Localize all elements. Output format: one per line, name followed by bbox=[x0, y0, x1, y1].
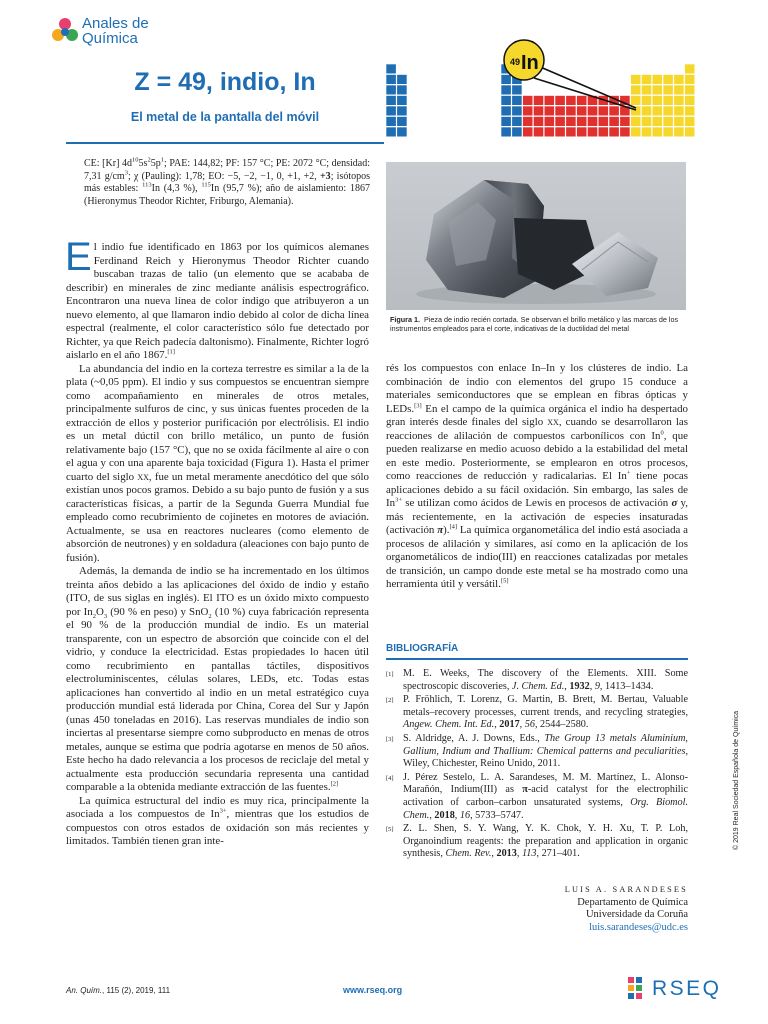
periodic-table-cell bbox=[501, 106, 511, 116]
periodic-table-cell bbox=[609, 117, 619, 127]
reference-item: [5] Z. L. Shen, S. Y. Wang, Y. K. Chok, Y. H. Xu, T. P. Loh, Organoindium reagents: the preparation and application in organic synthesis, Chem. Rev., 2013, 113, 271–401. bbox=[386, 823, 688, 860]
periodic-table-cell bbox=[663, 117, 673, 127]
periodic-table-cell bbox=[620, 127, 630, 137]
periodic-table-cell bbox=[512, 106, 522, 116]
periodic-table-cell bbox=[685, 85, 695, 95]
figure-label: Figura 1. bbox=[390, 315, 420, 324]
periodic-table-cell bbox=[533, 117, 543, 127]
logo-line2: Química bbox=[82, 30, 138, 47]
periodic-table-cell bbox=[533, 106, 543, 116]
periodic-table-cell bbox=[386, 96, 396, 106]
periodic-table-cell bbox=[512, 96, 522, 106]
reference-item: [4] J. Pérez Sestelo, L. A. Sarandeses, M. M. Martínez, L. Alonso-Marañón, Indium(III) as π-acid catalyst for the electrophilic activation of carbon–carbon unsaturated systems, Org. Biomol. Chem., 2018, 16, 5733–5747. bbox=[386, 771, 689, 821]
periodic-table-cell bbox=[641, 75, 651, 85]
periodic-table-cell bbox=[555, 106, 565, 116]
periodic-table-cell bbox=[620, 117, 630, 127]
paragraph: La química estructural del indio es muy rica, principalmente la asociada a los compuestos de $In^{3+}$, mientras que los estudios de compuestos con otros estados de oxidación son más recientes y limitados. También tienen gran inte- bbox=[66, 794, 369, 847]
periodic-table-cell bbox=[555, 96, 565, 106]
bibliography-list bbox=[386, 668, 688, 862]
periodic-table-cell bbox=[523, 117, 533, 127]
periodic-table-cell bbox=[523, 106, 533, 116]
periodic-table-cell bbox=[685, 127, 695, 137]
periodic-table-cell bbox=[523, 96, 533, 106]
periodic-table-cell bbox=[501, 75, 511, 85]
periodic-table-cell bbox=[641, 106, 651, 116]
periodic-table-cell bbox=[652, 75, 662, 85]
periodic-table-cell bbox=[577, 117, 587, 127]
page-title: Z = 49, indio, In bbox=[134, 68, 316, 96]
periodic-table-cell bbox=[631, 127, 641, 137]
periodic-table-cell bbox=[501, 117, 511, 127]
periodic-table-cell bbox=[598, 106, 608, 116]
periodic-table-cell bbox=[685, 106, 695, 116]
paragraph: l indio fue identificado en 1863 por los químicos alemanes Ferdinand Reich y Hieronymus Theodor Richter cuando buscaban trazas de talio (un elemento que se acababa de describir) en minerales de zinc mediante análisis espectrográfico. Encontraron una nueva línea de color índigo que atribuyeron a un nuevo elemento, al que llamaron indio debido al color de dicha línea espectral (realmente, el color característico sólo fue detectado por Richter, ya que Reich padecía daltonismo). Finalmente, Richter logró aislarlo en el año 1867.[1] bbox=[66, 241, 369, 361]
periodic-table-cell bbox=[674, 127, 684, 137]
author-email-link[interactable]: luis.sarandeses@udc.es bbox=[589, 921, 688, 933]
periodic-table-cell bbox=[674, 85, 684, 95]
periodic-table-cell bbox=[544, 127, 554, 137]
periodic-table-cell bbox=[587, 117, 597, 127]
element-badge-symbol: In bbox=[521, 52, 539, 74]
periodic-table-cell bbox=[397, 75, 407, 85]
bibliography-divider bbox=[386, 658, 688, 660]
body-column-right bbox=[386, 362, 688, 592]
periodic-table-cell bbox=[674, 96, 684, 106]
periodic-table-cell bbox=[397, 96, 407, 106]
periodic-table-cell bbox=[386, 85, 396, 95]
page-subtitle: El metal de la pantalla del móvil bbox=[130, 110, 320, 124]
periodic-table-cell bbox=[577, 96, 587, 106]
periodic-table-cell bbox=[663, 96, 673, 106]
periodic-table-cell bbox=[685, 75, 695, 85]
periodic-table-cell bbox=[533, 127, 543, 137]
footer-url-link[interactable]: www.rseq.org bbox=[343, 985, 403, 995]
periodic-table-cell bbox=[501, 85, 511, 95]
journal-logo-icon bbox=[50, 16, 80, 46]
periodic-table-cell bbox=[652, 127, 662, 137]
drop-cap: E bbox=[65, 235, 92, 279]
periodic-table-cell bbox=[652, 96, 662, 106]
periodic-table-cell bbox=[386, 127, 396, 137]
figure-caption bbox=[390, 315, 690, 333]
periodic-table-cell bbox=[566, 96, 576, 106]
periodic-table-cell bbox=[631, 75, 641, 85]
periodic-table-cell bbox=[397, 117, 407, 127]
periodic-table-cell bbox=[512, 127, 522, 137]
indium-piece-image bbox=[386, 162, 686, 310]
periodic-table-cell bbox=[512, 117, 522, 127]
figure-1-photo bbox=[386, 162, 686, 310]
element-badge-number: 49 bbox=[510, 57, 521, 67]
periodic-table-cells bbox=[386, 64, 695, 137]
periodic-table-cell bbox=[566, 106, 576, 116]
footer-citation: An. Quím., 115 (2), 2019, 111 bbox=[66, 986, 171, 995]
periodic-table-cell bbox=[674, 106, 684, 116]
periodic-table-cell bbox=[501, 96, 511, 106]
figure-caption-text: Pieza de indio recién cortada. Se observan el brillo metálico y las marcas de los instrumentos empleados para el corte, indicativas de la ductilidad del metal bbox=[390, 315, 679, 333]
journal-logo[interactable] bbox=[50, 14, 170, 50]
periodic-table-cell bbox=[555, 117, 565, 127]
periodic-table-cell bbox=[663, 75, 673, 85]
periodic-table-cell bbox=[609, 106, 619, 116]
element-data-box: CE: [Kr] $4d^{10}5s^25p^1$; PAE: 144,82; PF: 157 °C; PE: 2072 °C; densidad: 7,31 $g/cm^3$; χ (Pauling): 1,78; EO: −5, −2, −1, 0, +1, +2, +3; isótopos más estables: $^{113}$In (4,3 %), $^{115}$In (95,7 %); año de aislamiento: 1867 (Hieronymus Theodor Richter, Friburgo, Alemania). bbox=[84, 156, 371, 207]
periodic-table-cell bbox=[641, 96, 651, 106]
periodic-table-cell bbox=[663, 85, 673, 95]
periodic-table-cell bbox=[663, 127, 673, 137]
periodic-table-cell bbox=[631, 117, 641, 127]
periodic-table-cell bbox=[544, 106, 554, 116]
title-divider bbox=[66, 142, 384, 144]
periodic-table-cell bbox=[566, 127, 576, 137]
author-name: LUIS A. SARANDESES bbox=[564, 885, 688, 894]
reference-item: [2] P. Fröhlich, T. Lorenz, G. Martin, B. Brett, M. Bertau, Valuable metals–recovery processes, current trends, and recycling strategies, Angew. Chem. Int. Ed., 2017, 56, 2544–2580. bbox=[386, 694, 688, 731]
periodic-table-cell bbox=[685, 96, 695, 106]
author-department: Departamento de Química bbox=[577, 896, 688, 908]
periodic-table-cell bbox=[386, 64, 396, 74]
periodic-table-cell bbox=[652, 85, 662, 95]
periodic-table-cell bbox=[386, 117, 396, 127]
periodic-table-cell bbox=[685, 64, 695, 74]
paragraph: rés los compuestos con enlace In–In y los clústeres de indio. La combinación de indio con elementos del grupo 15 conduce a materiales semiconductores que se emplean en fibras ópticas y LEDs.[3] En el campo de la química orgánica el indio ha despertado gran interés desde finales del siglo xx, cuando se desarrollaron las reacciones de alilación de compuestos carbonílicos con In$^0$, que pueden realizarse en medio acuoso debido a la estabilidad del metal en este medio. Posteriormente, se emplearon en otros procesos, como reacciones de reducción y radicalarias. El In+ tiene pocas aplicaciones debido a su fácil oxidación. Sin embargo, las sales de $In^{3+}$ se utilizan como ácidos de Lewis en procesos de activación σ y, más recientemente, en la activación de especies insaturadas (activación π).[4] La química organometálica del indio está asociada a procesos de alilación y similares, así como en la aplicación de los organometálicos de indio(III) en reacciones catalizadas por metales de transición, un campo donde este metal se ha mostrado como una herramienta útil y versátil.[5] bbox=[386, 362, 688, 590]
periodic-table-cell bbox=[566, 117, 576, 127]
rseq-logo-text: RSEQ bbox=[652, 977, 722, 1000]
periodic-table-cell bbox=[587, 127, 597, 137]
periodic-table-cell bbox=[663, 106, 673, 116]
author-block bbox=[480, 884, 688, 934]
periodic-table-cell bbox=[577, 127, 587, 137]
periodic-table-cell bbox=[397, 85, 407, 95]
logo-line1: Anales de bbox=[82, 15, 149, 32]
bibliography-heading: BIBLIOGRAFÍA bbox=[386, 643, 459, 654]
periodic-table-cell bbox=[533, 96, 543, 106]
periodic-table-cell bbox=[577, 106, 587, 116]
periodic-table-cell bbox=[544, 117, 554, 127]
reference-item: [1] M. E. Weeks, The discovery of the Elements. XIII. Some spectroscopic discoveries, J. Chem. Ed., 1932, 9, 1413–1434. bbox=[386, 668, 688, 692]
periodic-table-cell bbox=[598, 117, 608, 127]
periodic-table-cell bbox=[674, 117, 684, 127]
periodic-table-cell bbox=[631, 96, 641, 106]
periodic-table-cell bbox=[631, 85, 641, 95]
periodic-table-cell bbox=[386, 106, 396, 116]
periodic-table-cell bbox=[641, 85, 651, 95]
side-copyright: © 2019 Real Sociedad Española de Química bbox=[733, 710, 740, 850]
periodic-table-cell bbox=[609, 127, 619, 137]
periodic-table-cell bbox=[587, 106, 597, 116]
periodic-table-cell bbox=[544, 96, 554, 106]
periodic-table-cell bbox=[641, 117, 651, 127]
periodic-table-cell bbox=[674, 75, 684, 85]
periodic-table-cell bbox=[652, 106, 662, 116]
periodic-table-cell bbox=[685, 117, 695, 127]
periodic-table-cell bbox=[386, 75, 396, 85]
periodic-table-cell bbox=[397, 127, 407, 137]
periodic-table-cell bbox=[641, 127, 651, 137]
body-column-left bbox=[65, 235, 370, 849]
rseq-logo bbox=[628, 975, 722, 1005]
periodic-table-cell bbox=[501, 127, 511, 137]
periodic-table-figure bbox=[384, 38, 712, 140]
author-university: Universidade da Coruña bbox=[585, 909, 688, 920]
reference-item: [3] S. Aldridge, A. J. Downs, Eds., The Group 13 metals Aluminium, Gallium, Indium and Thallium: Chemical patterns and peculiarities, Wiley, Chichester, Reino Unido, 2011. bbox=[386, 732, 688, 770]
periodic-table-cell bbox=[397, 106, 407, 116]
periodic-table-cell bbox=[598, 127, 608, 137]
paragraph: Además, la demanda de indio se ha incrementado en los últimos treinta años debido a las aplicaciones del óxido de indio y estaño (ITO, de sus siglas en inglés). El ITO es un óxido mixto compuesto por $In_2O_3$ (90 % en peso) y SnO$_2$ (10 %) cuya fabricación representa el 90 % de la producción mundial de indio. Es un material transparente, con un espectro de absorción que coincide con el del vidrio, y conduce la electricidad. Estas propiedades lo hacen útil como recubrimiento en pantallas táctiles, dispositivos electroluminiscentes, células solares, LEDs, etc. Todas estas aplicaciones han convertido al indio en un metal estratégico cuya producción mundial está liderada por China, Corea del Sur y Japón (unas 450 toneladas en 2016). Las reservas mundiales de indio son inciertas al presentarse siempre como subproducto en menas de otros metales, aunque se estima que podría agotarse en menos de 50 años. Este hecho ha dado relevancia a los procesos de reciclaje del metal y actualmente esta producción secundaria representa una cantidad comparable a la obtenida mediante extracción de las fuentes.[2] bbox=[66, 565, 370, 793]
periodic-table-cell bbox=[555, 127, 565, 137]
periodic-table-cell bbox=[652, 117, 662, 127]
periodic-table-cell bbox=[523, 127, 533, 137]
rseq-logo-icon bbox=[628, 977, 650, 1003]
paragraph: La abundancia del indio en la corteza terrestre es similar a la de la plata (~0,05 ppm). El indio y sus compuestos se encuentran siempre como acompañamiento en minerales de otros metales, principalmente sulfuros de cinc, y sus únicas fuentes proceden de la extracción de ellos y posterior purificación por electrólisis. El indio es un metal dúctil con brillo metálico, un punto de fusión relativamente bajo (157 °C), que no se oxida fácilmente al aire o con el agua y con una aparente baja toxicidad (Figura 1). Hasta el primer cuarto del siglo xx, fue un metal meramente anecdótico del que sólo existían unos pocos gramos. Debido a su bajo punto de fusión y a sus características físicas, a partir de la Segunda Guerra Mundial fue empleado como recubrimiento de cojinetes en motores de aviación. Actualmente, se usa en reactores nucleares (como elemento de absorción de neutrones) y en soldadura (aleaciones con bajo punto de fusión). bbox=[66, 362, 369, 564]
periodic-table-cell bbox=[512, 85, 522, 95]
